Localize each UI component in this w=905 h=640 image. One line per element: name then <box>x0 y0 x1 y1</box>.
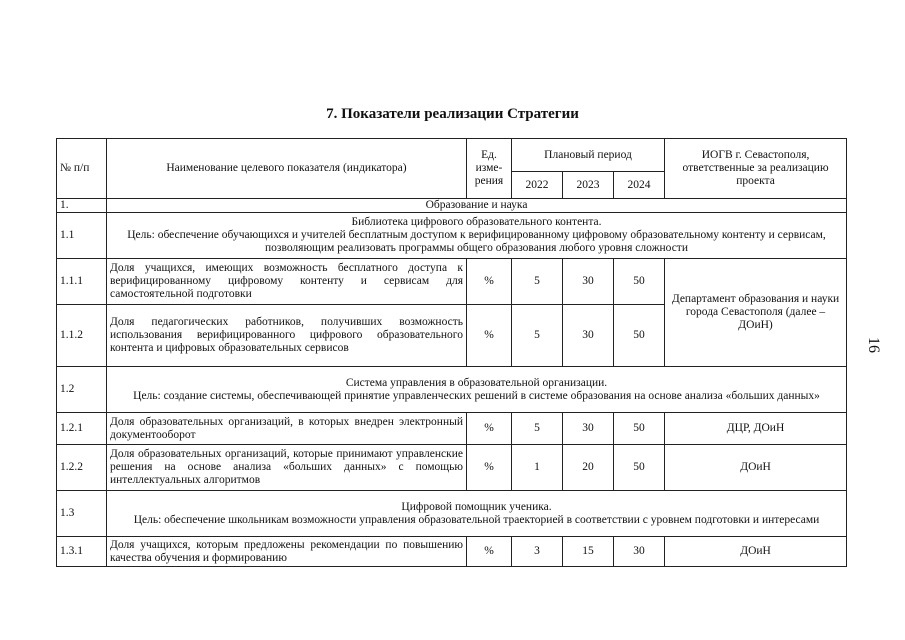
responsible-agency: ДЦР, ДОиН <box>665 413 847 445</box>
project-row <box>57 367 847 413</box>
indicator-name: Доля образовательных организаций, которые принимают управленские решения на основе анализа «больших данных» с помощью интеллектуальных алгоритмов <box>107 445 467 491</box>
row-num: 1.2 <box>57 367 107 413</box>
responsible-agency: Департамент образования и науки города Севастополя (далее – ДОиН) <box>665 259 847 367</box>
value-2024: 30 <box>614 537 665 567</box>
header-responsible: ИОГВ г. Севастополя, ответственные за реализацию проекта <box>665 139 847 199</box>
header-num: № п/п <box>57 139 107 199</box>
indicator-name: Доля образовательных организаций, в которых внедрен электронный документооборот <box>107 413 467 445</box>
indicator-name: Доля педагогических работников, получивших возможность использования верифицированного цифрового образовательного контента и цифровых образовательных сервисов <box>107 305 467 367</box>
row-num: 1.3 <box>57 491 107 537</box>
indicator-row <box>57 445 847 491</box>
project-description <box>107 213 847 259</box>
project-description <box>107 491 847 537</box>
header-row <box>57 139 847 172</box>
page-title: 7. Показатели реализации Стратегии <box>326 106 579 122</box>
page-number: 16 <box>865 337 882 353</box>
header-name: Наименование целевого показателя (индикатора) <box>107 139 467 199</box>
project-row <box>57 213 847 259</box>
value-2024: 50 <box>614 445 665 491</box>
section-title: Образование и наука <box>107 199 847 213</box>
project-title: Библиотека цифрового образовательного контента. <box>351 216 602 228</box>
indicator-unit: % <box>467 259 512 305</box>
project-row <box>57 491 847 537</box>
row-num: 1.2.2 <box>57 445 107 491</box>
indicator-unit: % <box>467 305 512 367</box>
value-2022: 3 <box>512 537 563 567</box>
row-num: 1.2.1 <box>57 413 107 445</box>
row-num: 1. <box>57 199 107 213</box>
indicator-unit: % <box>467 445 512 491</box>
value-2022: 5 <box>512 413 563 445</box>
project-title: Цифровой помощник ученика. <box>401 500 552 513</box>
value-2023: 20 <box>563 445 614 491</box>
indicator-name: Доля учащихся, имеющих возможность бесплатного доступа к верифицированному цифровому контенту и сервисам для самостоятельной подготовки <box>107 259 467 305</box>
indicator-row <box>57 413 847 445</box>
header-year-2024: 2024 <box>614 172 665 199</box>
value-2022: 5 <box>512 305 563 367</box>
project-title: Система управления в образовательной организации. <box>345 376 608 389</box>
value-2024: 50 <box>614 413 665 445</box>
header-plan: Плановый период <box>512 139 665 172</box>
value-2023: 30 <box>563 413 614 445</box>
value-2024: 50 <box>614 305 665 367</box>
value-2022: 1 <box>512 445 563 491</box>
project-goal: Цель: обеспечение школьникам возможности управления образовательной траекторией в соответствии с уровнем подготовки и интересами <box>133 513 820 526</box>
value-2023: 15 <box>563 537 614 567</box>
responsible-agency: ДОиН <box>665 537 847 567</box>
section-row <box>57 199 847 213</box>
row-num: 1.1 <box>57 213 107 259</box>
row-num: 1.1.2 <box>57 305 107 367</box>
project-goal: Цель: создание системы, обеспечивающей принятие управленческих решений в системе образования на основе анализа «больших данных» <box>133 389 820 402</box>
value-2024: 50 <box>614 259 665 305</box>
value-2022: 5 <box>512 259 563 305</box>
row-num: 1.1.1 <box>57 259 107 305</box>
indicators-table <box>56 138 847 567</box>
indicator-row <box>57 259 847 305</box>
indicator-unit: % <box>467 537 512 567</box>
header-unit: Ед. изме-рения <box>467 139 512 199</box>
row-num: 1.3.1 <box>57 537 107 567</box>
indicator-unit: % <box>467 413 512 445</box>
project-description <box>107 367 847 413</box>
header-year-2023: 2023 <box>563 172 614 199</box>
project-goal: Цель: обеспечение обучающихся и учителей бесплатным доступом к верифицированному цифровому образовательному контенту и сервисам, позволяющим реализовать программы общего образования любого уровня сложности <box>127 229 826 254</box>
value-2023: 30 <box>563 305 614 367</box>
indicator-name: Доля учащихся, которым предложены рекомендации по повышению качества обучения и формированию <box>107 537 467 567</box>
header-year-2022: 2022 <box>512 172 563 199</box>
responsible-agency: ДОиН <box>665 445 847 491</box>
value-2023: 30 <box>563 259 614 305</box>
indicator-row <box>57 537 847 567</box>
